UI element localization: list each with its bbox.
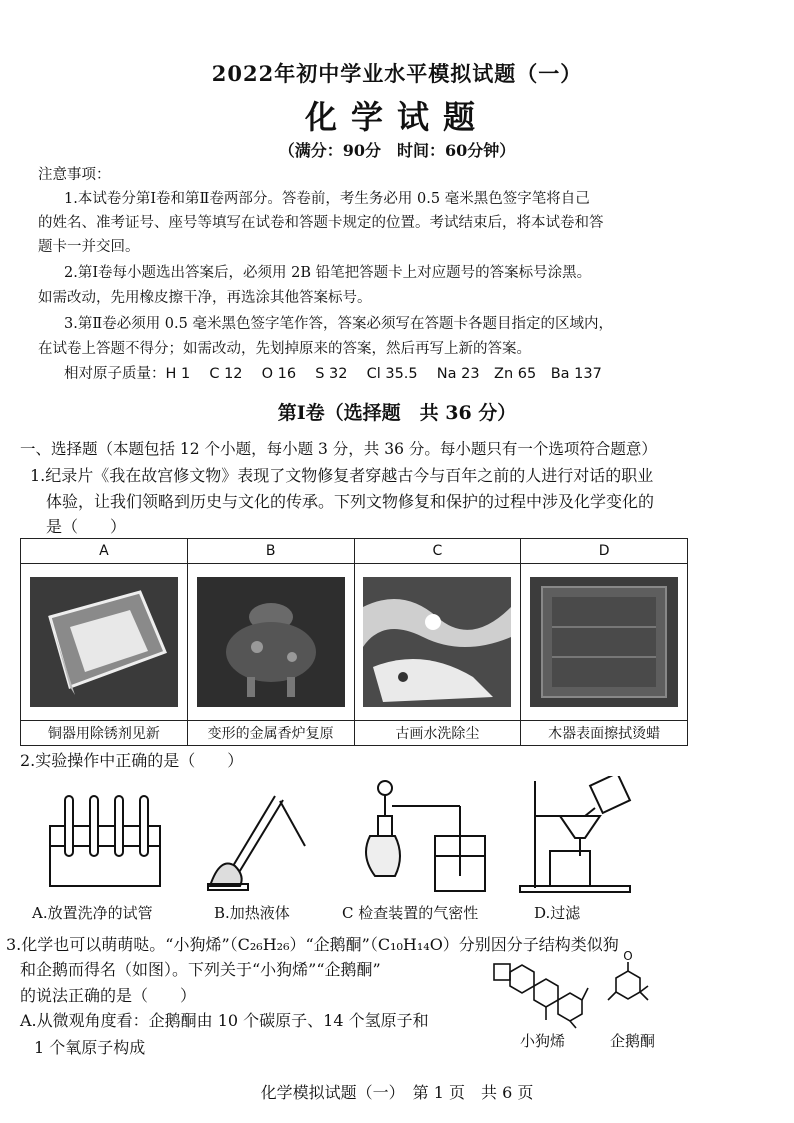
q2-option-d: D.过滤 — [534, 904, 581, 922]
option-photo-cell — [187, 564, 354, 721]
wood-wax-photo — [530, 577, 678, 707]
q2-stem: 2.实验操作中正确的是（ ） — [20, 751, 244, 770]
section-title: 第Ⅰ卷（选择题 共 36 分） — [277, 402, 517, 424]
oxygen-label: O — [623, 950, 633, 963]
notice-line: 题卡一并交回。 — [38, 239, 140, 255]
option-caption: 木器表面擦拭烫蜡 — [521, 721, 688, 746]
page-footer: 化学模拟试题（一） 第 1 页 共 6 页 — [260, 1083, 534, 1102]
q2-option-c: C 检查装置的气密性 — [342, 904, 479, 922]
notice-line: 1.本试卷分第Ⅰ卷和第Ⅱ卷两部分。答卷前，考生务必用 0.5 毫米黑色签字笔将自己 — [64, 191, 590, 207]
notice-line: 3.第Ⅱ卷必须用 0.5 毫米黑色签字笔作答，答案必须写在答题卡各题目指定的区域内， — [64, 316, 613, 332]
q3-line: 1 个氧原子构成 — [34, 1038, 146, 1057]
bronze-vessel-photo — [30, 577, 178, 707]
option-photo-cell — [521, 564, 688, 721]
q3-line: A.从微观角度看：企鹅酮由 10 个碳原子、14 个氢原子和 — [20, 1011, 429, 1030]
q1-line: 1.纪录片《我在故宫修文物》表现了文物修复者穿越古今与百年之前的人进行对话的职业 — [30, 466, 654, 485]
option-letter: D — [521, 539, 688, 564]
test-tube-rack-icon — [50, 796, 160, 886]
option-letter: B — [187, 539, 354, 564]
airtightness-check-icon — [366, 781, 485, 891]
q3-line: 的说法正确的是（ ） — [20, 986, 197, 1005]
option-photo-cell — [354, 564, 521, 721]
censer-photo — [197, 577, 345, 707]
painting-wash-photo — [363, 577, 511, 707]
section-instruction: 一、选择题（本题包括 12 个小题，每小题 3 分，共 36 分。每小题只有一个选项符合题意） — [20, 440, 657, 458]
heating-liquid-icon — [208, 796, 305, 890]
atomic-masses: 相对原子质量：H 1 C 12 O 16 S 32 Cl 35.5 Na 23 Zn 65 Ba 137 — [64, 366, 602, 382]
puppy-ene-structure — [494, 964, 588, 1028]
q1-line: 体验，让我们领略到历史与文化的传承。下列文物修复和保护的过程中涉及化学变化的 — [46, 492, 655, 511]
q2-option-a: A.放置洗净的试管 — [32, 904, 153, 922]
option-photo-cell — [21, 564, 188, 721]
subject-title: 化学试题 — [304, 98, 489, 136]
score-time: （满分：90分 时间：60分钟） — [278, 141, 516, 160]
puppy-ene-label: 小狗烯 — [520, 1032, 566, 1050]
notice-line: 在试卷上答题不得分；如需改动，先划掉原来的答案，然后再写上新的答案。 — [38, 341, 531, 357]
q1-options-table — [20, 538, 688, 746]
exam-title: 2022年初中学业水平模拟试题（一） — [211, 61, 583, 86]
filtration-icon — [520, 776, 630, 892]
q2-option-b: B.加热液体 — [214, 904, 290, 922]
option-letter: C — [354, 539, 521, 564]
notice-line: 的姓名、准考证号、座号等填写在试卷和答题卡规定的位置。考试结束后，将本试卷和答 — [38, 215, 604, 231]
notice-line: 2.第Ⅰ卷每小题选出答案后，必须用 2B 铅笔把答题卡上对应题号的答案标号涂黑。 — [64, 265, 592, 281]
q3-line: 3.化学也可以萌萌哒。“小狗烯”（C₂₆H₂₆）“企鹅酮”（C₁₀H₁₄O）分别因分子结构类似狗 — [6, 935, 619, 954]
notice-heading: 注意事项： — [38, 167, 111, 183]
notice-line: 如需改动，先用橡皮擦干净，再选涂其他答案标号。 — [38, 290, 372, 306]
molecule-structures — [488, 950, 668, 1030]
q1-line: 是（ ） — [46, 517, 127, 536]
q3-line: 和企鹅而得名（如图）。下列关于“小狗烯”“企鹅酮” — [20, 960, 381, 979]
option-letter: A — [21, 539, 188, 564]
option-caption: 变形的金属香炉复原 — [187, 721, 354, 746]
penguinone-label: 企鹅酮 — [610, 1032, 656, 1050]
penguinone-structure — [608, 962, 648, 1000]
option-caption: 古画水洗除尘 — [354, 721, 521, 746]
option-caption: 铜器用除锈剂见新 — [21, 721, 188, 746]
q2-apparatus-figure — [40, 776, 690, 896]
